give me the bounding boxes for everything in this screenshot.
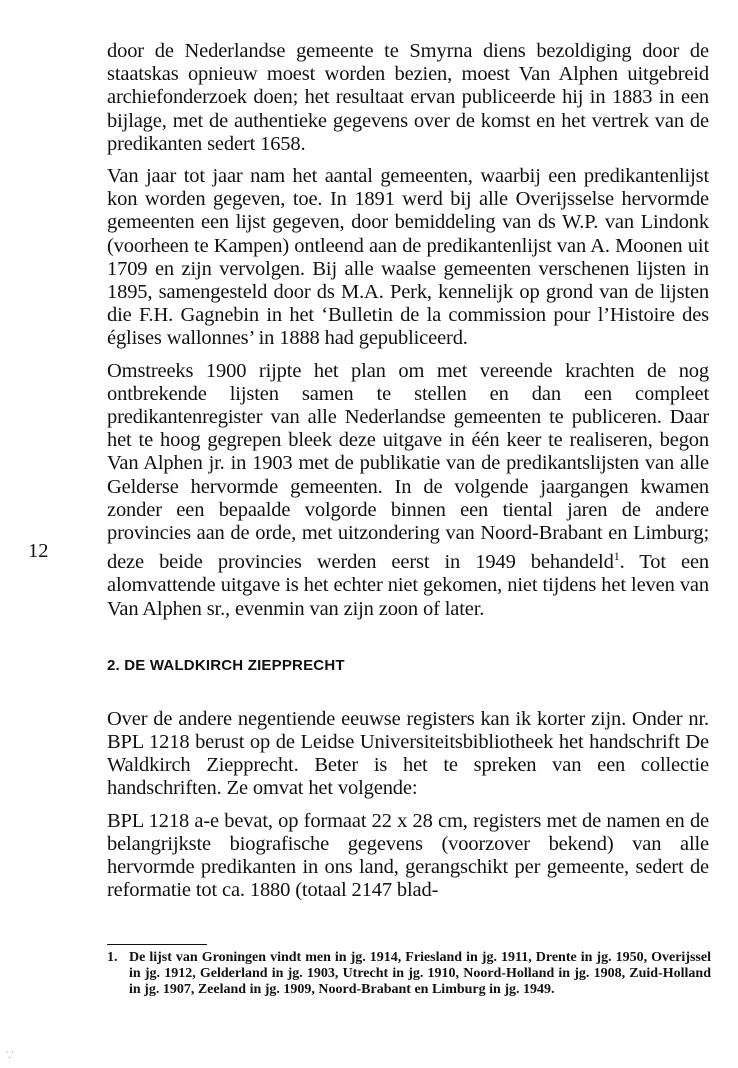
paragraph-3-text-after: . Tot een alomvattende uitgave is het echter niet gekomen, niet tijdens het leven van Van Alphen sr., evenmin van zijn zoon of later. bbox=[107, 551, 710, 620]
section-heading: 2. DE WALDKIRCH ZIEPPRECHT bbox=[107, 656, 345, 674]
paragraph-1: door de Nederlandse gemeente te Smyrna diens bezoldiging door de staatskas opnieuw moest worden bezien, moest Van Alphen uitgebreid archiefonderzoek doen; het resultaat ervan publiceerde hij in 1883 in een bijlage, met de authentieke gegevens over de komst en het vertrek van de predikanten sedert 1658. bbox=[107, 40, 709, 155]
footnote-reference[interactable]: 1 bbox=[613, 549, 620, 564]
footnote bbox=[107, 950, 711, 999]
paragraph-2: Van jaar tot jaar nam het aantal gemeenten, waarbij een predikantenlijst kon worden gegeven, toe. In 1891 werd bij alle Overijsselse hervormde gemeenten een lijst gegeven, door bemiddeling van ds W.P. van Lindonk (voorheen te Kampen) ontleend aan de predikantenlijst van A. Moonen uit 1709 en zijn vervolgen. Bij alle waalse gemeenten verschenen lijsten in 1895, samengesteld door ds M.A. Perk, kennelijk op grond van de lijsten die F.H. Gagnebin in het ‘Bulletin de la commission pour l’Histoire des églises wallonnes’ in 1888 had gepubliceerd. bbox=[107, 165, 709, 350]
footnote-text: De lijst van Groningen vindt men in jg. 1914, Friesland in jg. 1911, Drente in jg. 1950, Overijssel in jg. 1912, Gelderland in jg. 1903, Utrecht in jg. 1910, Noord-Holland in jg. 1908, Zuid-Holland in jg. 1907, Zeeland in jg. 1909, Noord-Brabant en Limburg in jg. 1949. bbox=[129, 950, 711, 998]
paragraph-3 bbox=[107, 360, 709, 621]
page-number: 12 bbox=[28, 540, 49, 562]
paragraph-4: Over de andere negentiende eeuwse registers kan ik korter zijn. Onder nr. BPL 1218 berust op de Leidse Universiteitsbibliotheek het handschrift De Waldkirch Ziepprecht. Beter is het te spreken van een collectie handschriften. Ze omvat het volgende: bbox=[107, 707, 709, 800]
paragraph-3-text: Omstreeks 1900 rijpte het plan om met vereende krachten de nog ontbrekende lijsten samen te stellen en dan een compleet predikantenregister van alle Nederlandse gemeenten te publiceren. Daar het te hoog gegrepen bleek deze uitgave in één keer te realiseren, begon Van Alphen jr. in 1903 met de publikatie van de predikantslijsten van alle Gelderse hervormde gemeenten. In de volgende jaargangen kwamen zonder een bepaalde volgorde binnen een tiental jaren de andere provincies aan de orde, met uitzondering van Noord-Brabant en Limburg; deze beide provincies werden eerst in 1949 behandeld bbox=[107, 359, 709, 574]
scan-artifact-mark: ⸪ bbox=[6, 1050, 14, 1060]
footnote-number: 1. bbox=[107, 950, 118, 965]
main-text-column bbox=[107, 40, 709, 911]
footnote-divider bbox=[107, 944, 207, 945]
paragraph-5: BPL 1218 a-e bevat, op formaat 22 x 28 cm, registers met de namen en de belangrijkste biografische gegevens (voorzover bekend) van alle hervormde predikanten in ons land, gerangschikt per gemeente, sedert de reformatie tot ca. 1880 (totaal 2147 blad- bbox=[107, 809, 709, 902]
